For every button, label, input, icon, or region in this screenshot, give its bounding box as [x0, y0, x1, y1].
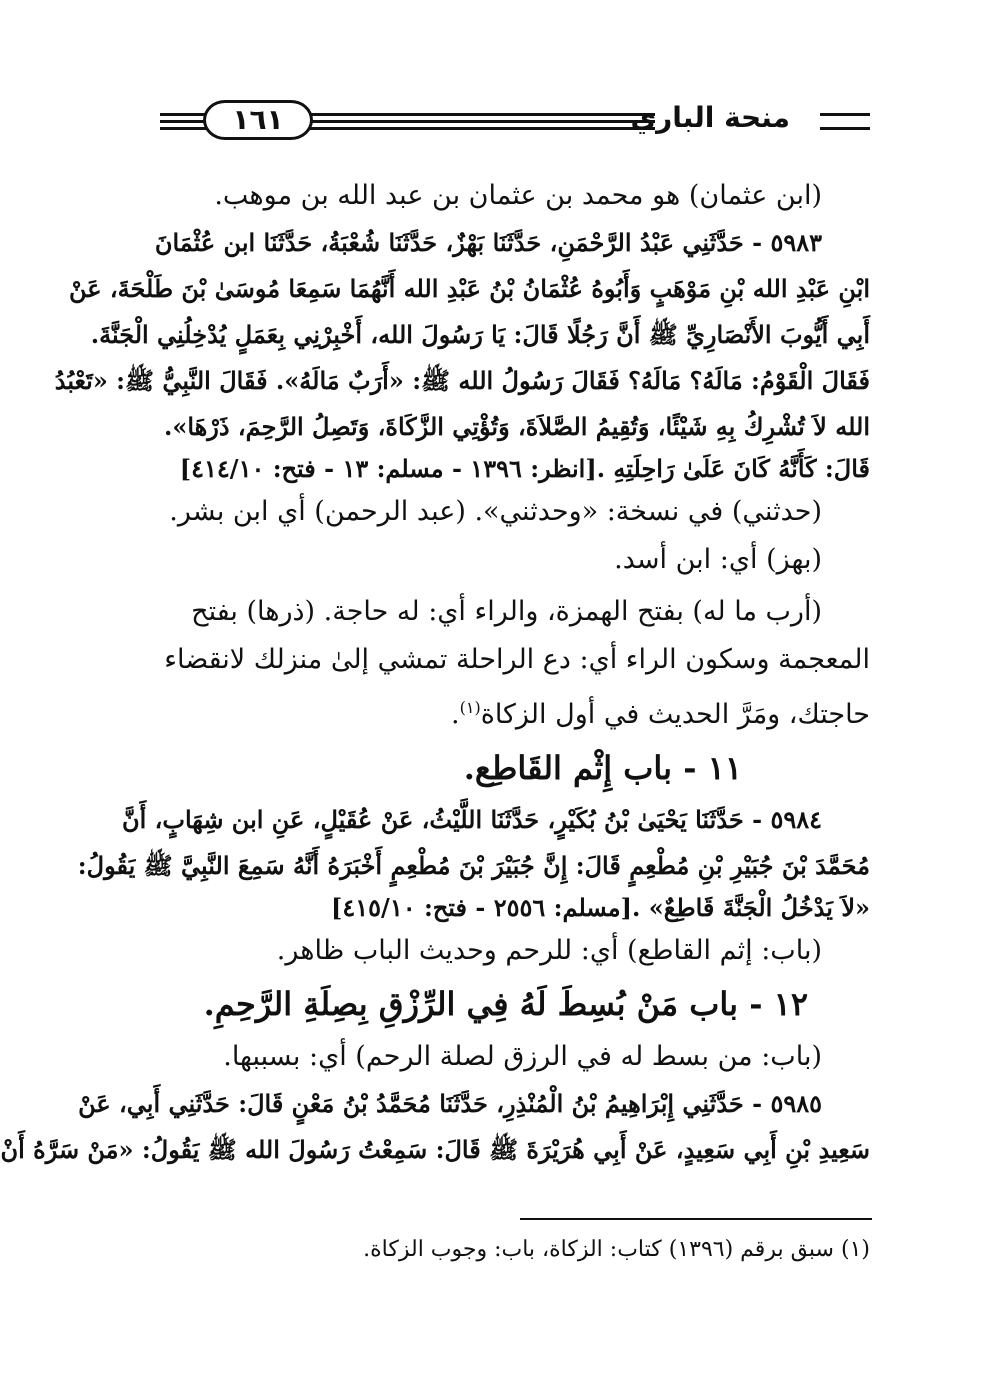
commentary-line: المعجمة وسكون الراء أي: دع الراحلة تمشي إلىٰ منزلك لانقضاء — [164, 644, 870, 675]
hadith-line: ٥٩٨٣ - حَدَّثَنِي عَبْدُ الرَّحْمَنِ، حَدَّثَنَا بَهْزٌ، حَدَّثَنَا شُعْبَةُ، حَدَّثَنَا ابن عُثْمَانَ — [154, 228, 822, 257]
book-title: منحة الباري — [630, 101, 790, 134]
commentary-line: (بهز) أي: ابن أسد. — [614, 544, 822, 575]
page-header — [160, 92, 872, 152]
chapter-heading: ١١ - باب إِثْم القَاطِع. — [463, 749, 742, 787]
commentary-line: حاجتك، ومَرَّ الحديث في أول الزكاة$^{(١)}$. — [451, 698, 870, 730]
commentary-line: (باب: إثم القاطع) أي: للرحم وحديث الباب ظاهر. — [276, 935, 822, 966]
chapter-heading: ١٢ - باب مَنْ بُسِطَ لَهُ فِي الرِّزْقِ بِصِلَةِ الرَّحِمِ. — [203, 985, 808, 1023]
footnote-separator — [520, 1218, 872, 1220]
hadith-line: سَعِيدِ بْنِ أَبِي سَعِيدٍ، عَنْ أَبِي هُرَيْرَةَ ﷺ قَالَ: سَمِعْتُ رَسُولَ الله ﷺ يَقُولُ: «مَنْ سَرَّهُ أَنْ — [0, 1135, 870, 1164]
commentary-line: (حدثني) في نسخة: «وحدثني». (عبد الرحمن) أي ابن بشر. — [169, 496, 822, 527]
commentary-line: (أرب ما له) بفتح الهمزة، والراء أي: له حاجة. (ذرها) بفتح — [191, 596, 822, 627]
commentary-text: حاجتك، ومَرَّ الحديث في أول الزكاة — [480, 699, 870, 730]
hadith-line: قَالَ: كَأَنَّهُ كَانَ عَلَىٰ رَاحِلَتِهِ .[انظر: ١٣٩٦ - مسلم: ١٣ - فتح: ٤١٤/١٠] — [179, 454, 870, 483]
header-rule-middle — [310, 113, 655, 116]
hadith-line: ٥٩٨٥ - حَدَّثَنِي إِبْرَاهِيمُ بْنُ الْمُنْذِرِ، حَدَّثَنَا مُحَمَّدُ بْنُ مَعْنٍ قَالَ: حَدَّثَنِي أَبِي، عَنْ — [78, 1089, 822, 1118]
footnote-reference: (١) — [459, 698, 481, 717]
hadith-line: الله لاَ تُشْرِكُ بِهِ شَيْئًا، وَتُقِيمُ الصَّلاَةَ، وَتُؤْتِي الزَّكَاةَ، وَتَصِلُ الرَّحِمَ، ذَرْهَا». — [163, 412, 870, 441]
hadith-line: فَقَالَ الْقَوْمُ: مَالَهُ؟ مَالَهُ؟ فَقَالَ رَسُولُ الله ﷺ: «أَرَبٌ مَالَهُ». فَقَالَ النَّبِيُّ ﷺ: «تَعْبُدُ — [54, 366, 870, 395]
page-body — [0, 172, 870, 1173]
hadith-line: «لاَ يَدْخُلُ الْجَنَّةَ قَاطِعٌ» .[مسلم: ٢٥٥٦ - فتح: ٤١٥/١٠] — [331, 893, 870, 922]
header-rule-middle — [310, 120, 655, 123]
commentary-line: (ابن عثمان) هو محمد بن عثمان بن عبد الله بن موهب. — [214, 180, 822, 211]
hadith-line: مُحَمَّدَ بْنَ جُبَيْرِ بْنِ مُطْعِمٍ قَالَ: إِنَّ جُبَيْرَ بْنَ مُطْعِمٍ أَخْبَرَهُ أَنَّهُ سَمِعَ النَّبِيَّ ﷺ يَقُولُ: — [77, 851, 870, 880]
header-rule-middle — [310, 127, 655, 130]
header-rule-right — [820, 127, 870, 130]
header-rule-right — [820, 113, 870, 116]
footnote: (١) سبق برقم (١٣٩٦) كتاب: الزكاة، باب: وجوب الزكاة. — [363, 1237, 870, 1262]
page-number: ١٦١ — [203, 100, 313, 140]
hadith-line: أَبِي أَيُّوبَ الأَنْصَارِيِّ ﷺ أَنَّ رَجُلًا قَالَ: يَا رَسُولَ الله، أَخْبِرْنِي بِعَمَلٍ يُدْخِلُنِي الْجَنَّةَ. — [90, 320, 870, 349]
commentary-line: (باب: من بسط له في الرزق لصلة الرحم) أي: بسببها. — [223, 1041, 822, 1072]
hadith-line: ٥٩٨٤ - حَدَّثَنَا يَحْيَىٰ بْنُ بُكَيْرٍ، حَدَّثَنَا اللَّيْثُ، عَنْ عُقَيْلٍ، عَنِ ابن شِهَابٍ، أَنَّ — [121, 805, 822, 834]
hadith-line: ابْنِ عَبْدِ الله بْنِ مَوْهَبٍ وَأَبُوهُ عُثْمَانُ بْنُ عَبْدِ الله أَنَّهُمَا سَمِعَا مُوسَىٰ بْنَ طَلْحَةَ، عَنْ — [68, 274, 870, 303]
